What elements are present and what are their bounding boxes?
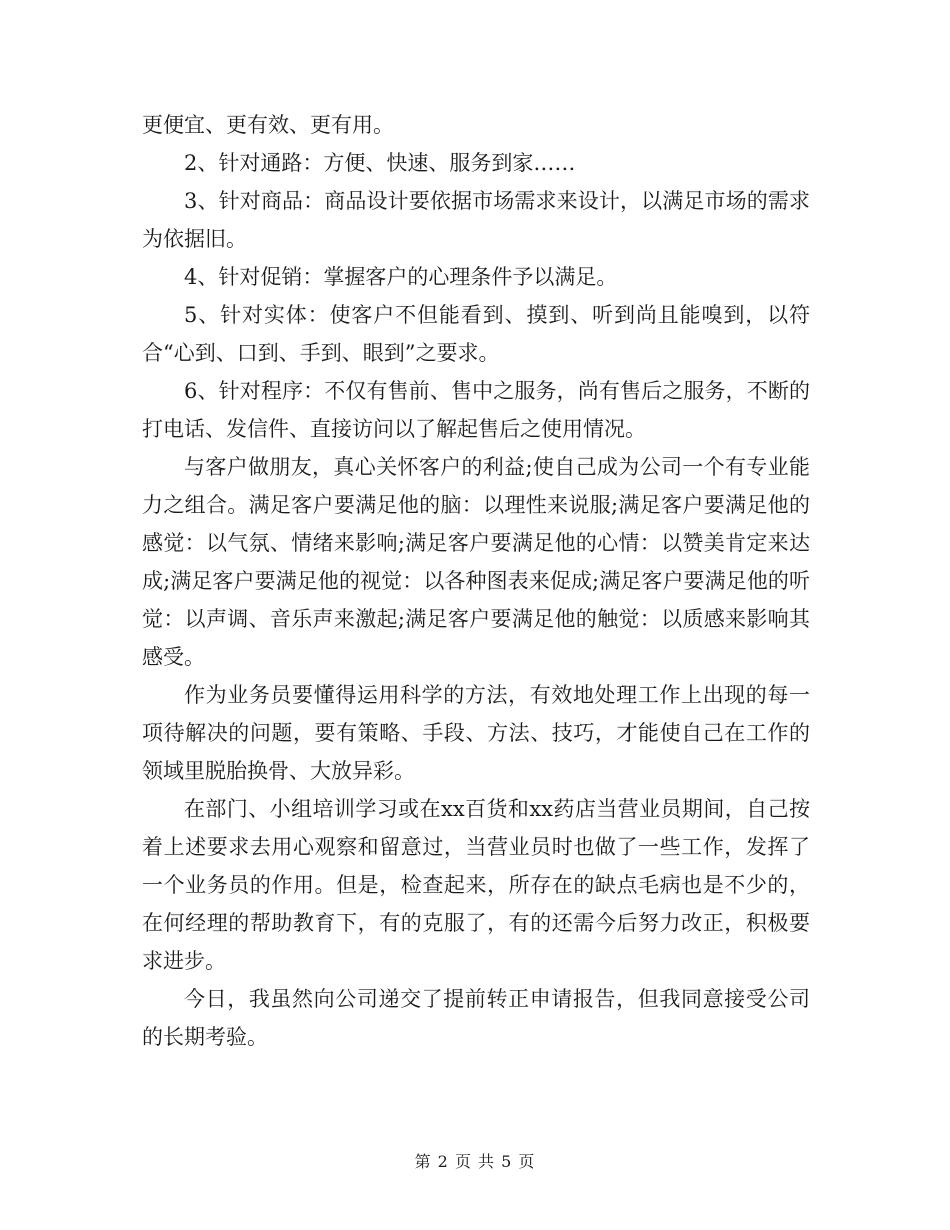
paragraph-4: 4、针对促销：掌握客户的心理条件予以满足。 [184,265,618,289]
paragraph-6: 6、针对程序：不仅有售前、售中之服务，尚有售后之服务，不断的打电话、发信件、直接访问以了解起售后之使用情况。 [142,379,810,441]
paragraph-8: 作为业务员要懂得运用科学的方法，有效地处理工作上出现的每一项待解决的问题，要有策略、手段、方法、技巧，才能使自己在工作的领域里脱胎换骨、大放异彩。 [142,683,810,783]
paragraph-1: 更便宜、更有效、更有用。 [142,113,394,137]
document-body [142,106,810,1056]
paragraph-5: 5、针对实体：使客户不但能看到、摸到、听到尚且能嗅到，以符合“心到、口到、手到、眼到”之要求。 [142,303,810,365]
paragraph-2: 2、针对通路：方便、快速、服务到家…… [184,151,576,175]
paragraph-7: 与客户做朋友，真心关怀客户的利益;使自己成为公司一个有专业能力之组合。满足客户要满足他的脑：以理性来说服;满足客户要满足他的感觉：以气氛、情绪来影响;满足客户要满足他的心情：以赞美肯定来达成;满足客户要满足他的视觉：以各种图表来促成;满足客户要满足他的听觉：以声调、音乐声来激起;满足客户要满足他的触觉：以质感来影响其感受。 [142,455,810,669]
paragraph-3: 3、针对商品：商品设计要依据市场需求来设计，以满足市场的需求为依据旧。 [142,189,810,251]
page-number: 第 2 页 共 5 页 [414,1152,536,1171]
paragraph-9: 在部门、小组培训学习或在xx百货和xx药店当营业员期间，自己按着上述要求去用心观察和留意过，当营业员时也做了一些工作，发挥了一个业务员的作用。但是，检查起来，所存在的缺点毛病也是不少的，在何经理的帮助教育下，有的克服了，有的还需今后努力改正，积极要求进步。 [142,797,810,973]
paragraph-10: 今日，我虽然向公司递交了提前转正申请报告，但我同意接受公司的长期考验。 [142,987,810,1049]
